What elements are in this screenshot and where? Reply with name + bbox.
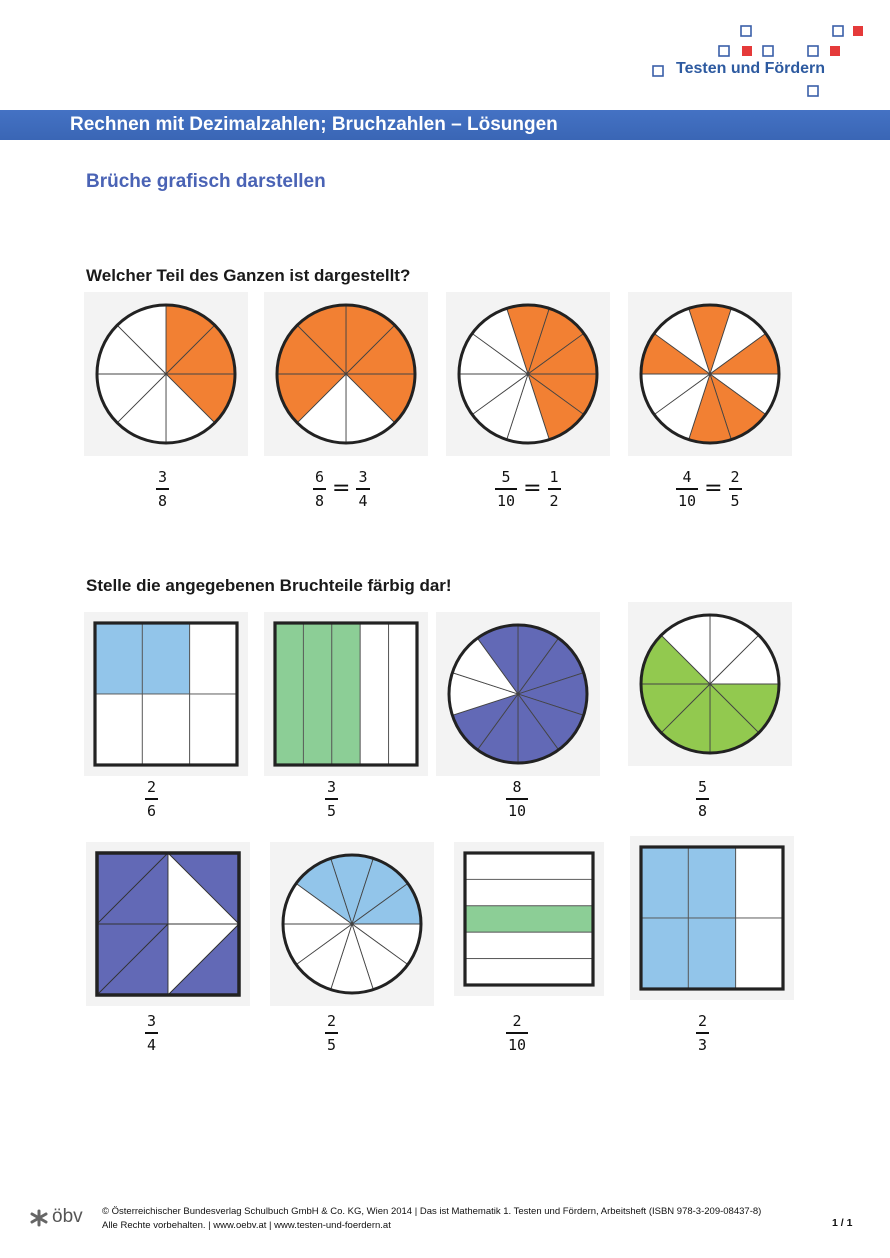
r3-stripes-2of10-cell-0 xyxy=(465,853,593,879)
r3-stripes-2of10-cell-2 xyxy=(465,906,593,932)
r3-grid-2of3-cell-4 xyxy=(688,918,735,989)
r2-grid-2of6-cell-0 xyxy=(95,623,142,694)
r3-label-1: $\frac{3}{4}$ xyxy=(147,1012,157,1054)
r2-label-4: $\frac{5}{8}$ xyxy=(698,778,708,820)
r2-label-1: $\frac{2}{6}$ xyxy=(147,778,157,820)
r2-label-2: $\frac{3}{5}$ xyxy=(327,778,337,820)
r3-stripes-2of10 xyxy=(454,842,604,996)
publisher-logo-icon xyxy=(30,1209,50,1227)
r3-grid-2of3-cell-1 xyxy=(688,847,735,918)
r2-grid-2of6-cell-2 xyxy=(190,623,237,694)
r2-pie-8of10 xyxy=(436,612,600,776)
r3-label-3: $\frac{2}{10}$ xyxy=(508,1012,527,1054)
r2-grid-3of5-cell-3 xyxy=(360,623,388,765)
r2-grid-3of5-cell-4 xyxy=(389,623,417,765)
r1-pie-4 xyxy=(628,292,792,456)
r2-grid-3of5-cell-0 xyxy=(275,623,303,765)
r3-grid-2of3-cell-2 xyxy=(736,847,783,918)
r1-pie-1 xyxy=(84,292,248,456)
brand-name: Testen und Fördern xyxy=(676,60,826,77)
page-title: Rechnen mit Dezimalzahlen; Bruchzahlen – Lösungen xyxy=(70,114,558,135)
r2-grid-2of6 xyxy=(84,612,248,776)
r2-grid-2of6-cell-5 xyxy=(190,694,237,765)
r3-stripes-2of10-cell-4 xyxy=(465,959,593,985)
section-title: Brüche grafisch darstellen xyxy=(86,171,326,192)
publisher-logo: öbv xyxy=(52,1206,83,1227)
r3-stripes-2of10-cell-3 xyxy=(465,932,593,958)
question-2: Stelle die angegebenen Bruchteile färbig dar! xyxy=(86,576,452,595)
r1-label-3: $\frac{5}{10}$ = $\frac{1}{2}$ xyxy=(497,468,559,510)
question-1: Welcher Teil des Ganzen ist dargestellt? xyxy=(86,266,411,285)
r2-grid-2of6-cell-4 xyxy=(142,694,189,765)
r2-grid-2of6-cell-3 xyxy=(95,694,142,765)
r2-grid-3of5-cell-2 xyxy=(332,623,360,765)
r3-square-triangles xyxy=(86,842,250,1006)
r3-grid-2of3-cell-0 xyxy=(641,847,688,918)
r1-label-2: $\frac{6}{8}$ = $\frac{3}{4}$ xyxy=(315,468,368,510)
r3-pie-2of5 xyxy=(270,842,434,1006)
r3-grid-2of3 xyxy=(630,836,794,1000)
r2-grid-2of6-cell-1 xyxy=(142,623,189,694)
r3-grid-2of3-cell-5 xyxy=(736,918,783,989)
r3-stripes-2of10-cell-1 xyxy=(465,879,593,905)
page-number: 1 / 1 xyxy=(832,1217,853,1229)
r1-pie-2 xyxy=(264,292,428,456)
footer-copyright: © Österreichischer Bundesverlag Schulbuch GmbH & Co. KG, Wien 2014 | Das ist Mathematik 1. Testen und Fördern, Arbeitsheft (ISBN 978-3-209-08437-8) xyxy=(102,1206,762,1217)
r2-grid-3of5-cell-1 xyxy=(303,623,331,765)
r1-label-4: $\frac{4}{10}$ = $\frac{2}{5}$ xyxy=(678,468,740,510)
r2-grid-3of5 xyxy=(264,612,428,776)
r2-pie-5of8 xyxy=(628,602,792,766)
r3-label-4: $\frac{2}{3}$ xyxy=(698,1012,708,1054)
r1-pie-3 xyxy=(446,292,610,456)
r3-grid-2of3-cell-3 xyxy=(641,918,688,989)
footer-rights: Alle Rechte vorbehalten. | www.oebv.at | www.testen-und-foerdern.at xyxy=(102,1220,391,1231)
r3-label-2: $\frac{2}{5}$ xyxy=(327,1012,337,1054)
r2-label-3: $\frac{8}{10}$ xyxy=(508,778,527,820)
r1-label-1: $\frac{3}{8}$ xyxy=(158,468,168,510)
